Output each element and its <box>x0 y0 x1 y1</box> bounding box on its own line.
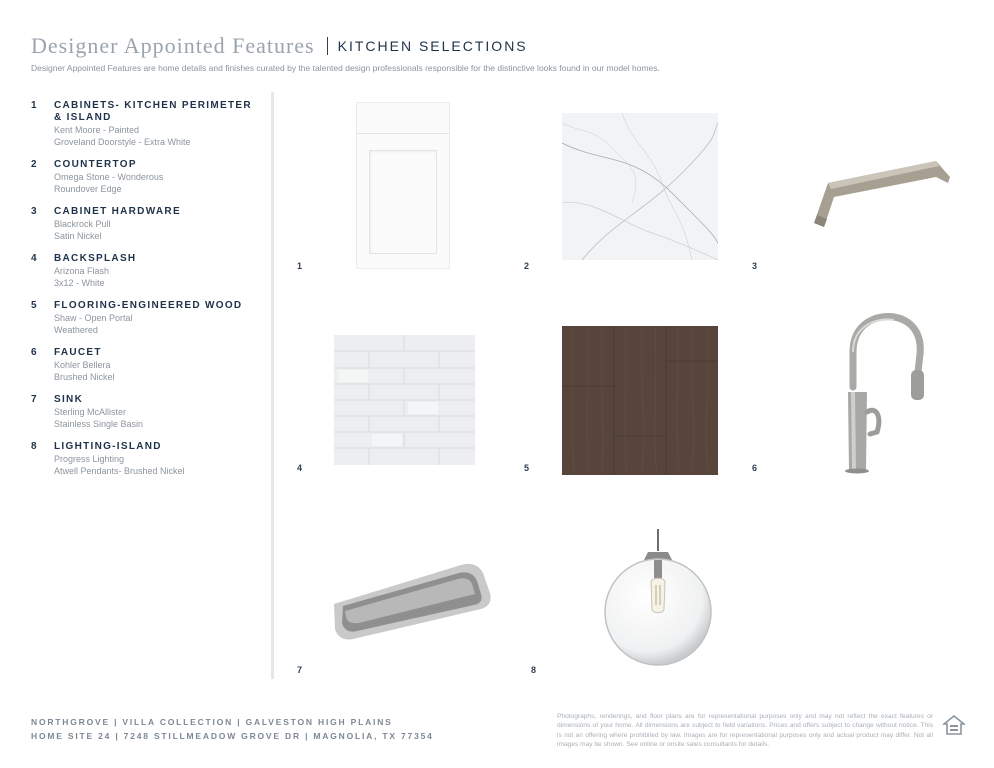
item-number: 2 <box>31 159 37 170</box>
door-rail <box>357 133 449 134</box>
selection-item <box>29 100 269 148</box>
intro-text: Designer Appointed Features are home details and finishes curated by the talented design professionals responsible for the distinctive looks found in our model homes. <box>31 63 660 73</box>
item-detail: Roundover Edge <box>54 184 122 194</box>
cabinet-door-image <box>357 103 449 268</box>
item-detail: Brushed Nickel <box>54 372 115 382</box>
selection-item <box>29 394 269 430</box>
item-number: 3 <box>31 206 37 217</box>
photo-number: 6 <box>752 463 758 473</box>
item-title: LIGHTING-ISLAND <box>54 441 162 452</box>
photo-number: 8 <box>531 665 537 675</box>
marble-veins-icon <box>562 113 718 260</box>
item-number: 1 <box>31 100 37 111</box>
footer-line: NORTHGROVE | VILLA COLLECTION | GALVESTON HIGH PLAINS <box>31 717 393 727</box>
backsplash-image <box>334 335 475 465</box>
photo-number: 3 <box>752 261 758 271</box>
item-title: FAUCET <box>54 347 102 358</box>
subway-tile-icon <box>334 335 475 465</box>
wood-flooring-image <box>562 326 718 475</box>
item-detail: Weathered <box>54 325 98 335</box>
selection-item <box>29 159 269 195</box>
item-detail: Sterling McAllister <box>54 407 127 417</box>
footer-line: HOME SITE 24 | 7248 STILLMEADOW GROVE DR | MAGNOLIA, TX 77354 <box>31 731 434 741</box>
item-number: 6 <box>31 347 37 358</box>
item-title: FLOORING-ENGINEERED WOOD <box>54 300 243 311</box>
item-detail: Arizona Flash <box>54 266 110 276</box>
wood-grain-icon <box>562 326 718 475</box>
column-divider <box>271 92 274 679</box>
item-title: CABINETS- KITCHEN PERIMETER & ISLAND <box>54 100 252 123</box>
item-number: 5 <box>31 300 37 311</box>
selection-item <box>29 206 269 242</box>
cabinet-pull-icon <box>808 135 954 231</box>
item-number: 8 <box>31 441 37 452</box>
door-panel <box>369 150 437 254</box>
item-detail: Groveland Doorstyle - Extra White <box>54 137 191 147</box>
item-title: CABINET HARDWARE <box>54 206 181 217</box>
item-number: 4 <box>31 253 37 264</box>
item-detail: Satin Nickel <box>54 231 102 241</box>
item-detail: 3x12 - White <box>54 278 105 288</box>
photo-number: 5 <box>524 463 530 473</box>
item-number: 7 <box>31 394 37 405</box>
item-detail: Kohler Bellera <box>54 360 111 370</box>
item-detail: Progress Lighting <box>54 454 125 464</box>
selection-item <box>29 253 269 289</box>
countertop-image <box>562 113 718 260</box>
equal-housing-icon <box>942 713 966 737</box>
footer-disclaimer: Photographs, renderings, and floor plans are for representational purposes only and may not reflect the exact features or dimensions of your home. All dimensions are subject to field variations. Prices and offers subject to change without notice. This is not an offering where prohibited by law. Images are for representational purposes only and actual product may differ. Not all images may be shown. See online or onsite sales consultants for details. <box>557 713 933 749</box>
page-subtitle: KITCHEN SELECTIONS <box>337 38 528 54</box>
item-title: BACKSPLASH <box>54 253 137 264</box>
selection-item <box>29 347 269 383</box>
item-detail: Omega Stone - Wonderous <box>54 172 164 182</box>
selection-list <box>29 100 269 488</box>
item-detail: Blackrock Pull <box>54 219 111 229</box>
footer-address <box>31 715 434 743</box>
photo-number: 2 <box>524 261 530 271</box>
photo-number: 7 <box>297 665 303 675</box>
item-title: COUNTERTOP <box>54 159 137 170</box>
item-detail: Shaw - Open Portal <box>54 313 133 323</box>
pendant-light-icon <box>602 529 716 669</box>
page-header <box>31 33 528 59</box>
item-detail: Kent Moore - Painted <box>54 125 140 135</box>
page-title: Designer Appointed Features <box>31 33 315 58</box>
item-detail: Stainless Single Basin <box>54 419 144 429</box>
faucet-icon <box>840 312 930 474</box>
item-detail: Atwell Pendants- Brushed Nickel <box>54 466 185 476</box>
sink-icon <box>331 561 493 643</box>
header-divider <box>327 37 328 55</box>
photo-number: 1 <box>297 261 303 271</box>
item-title: SINK <box>54 394 84 405</box>
selection-item <box>29 300 269 336</box>
selection-item <box>29 441 269 477</box>
photo-number: 4 <box>297 463 303 473</box>
